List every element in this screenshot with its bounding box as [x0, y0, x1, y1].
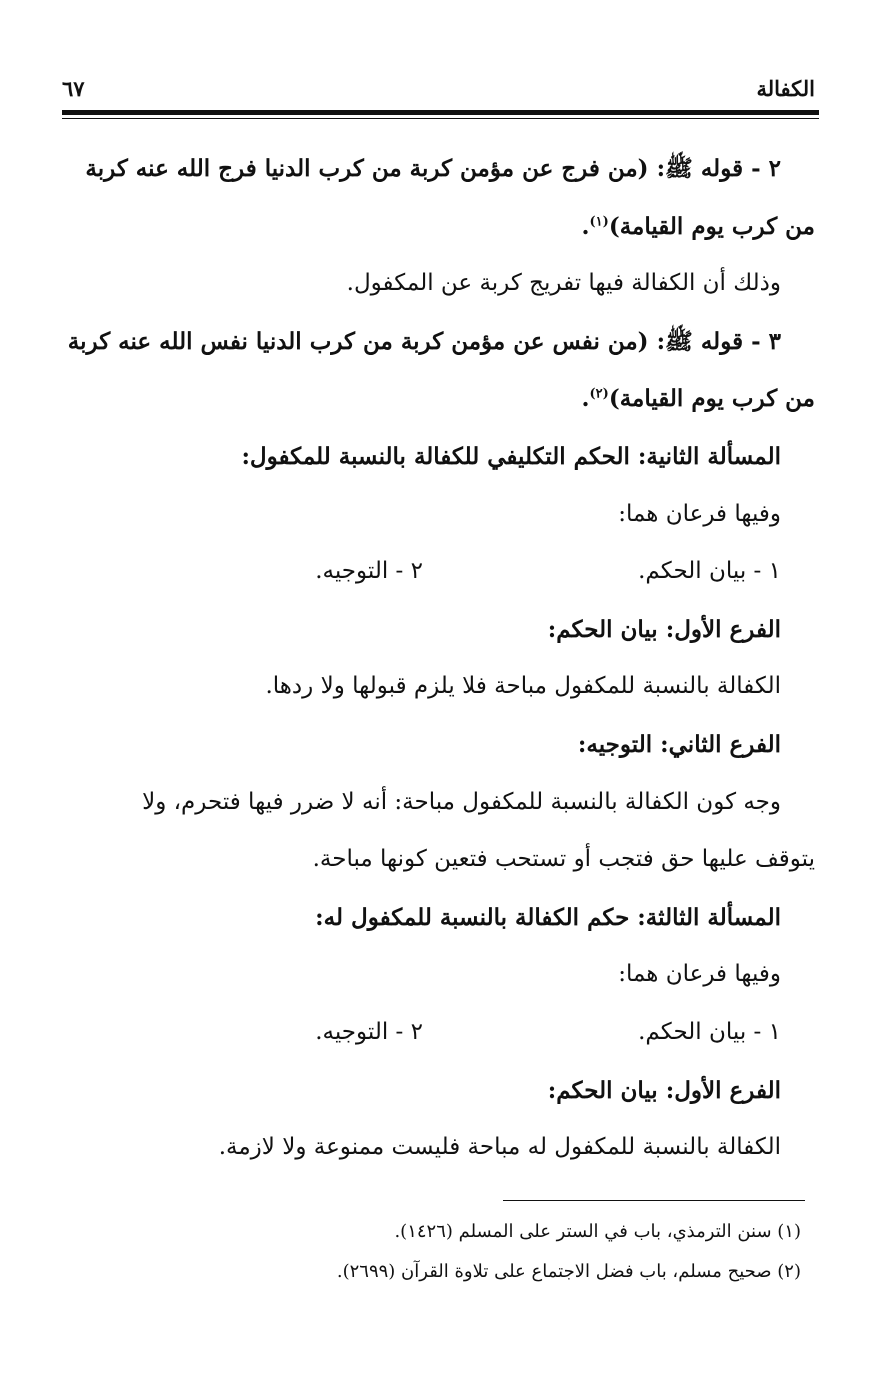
section-heading-q2: المسألة الثانية: الحكم التكليفي للكفالة بالنسبة للمكفول: [241, 442, 781, 470]
running-header [62, 74, 815, 110]
q3-branch-1-heading: الفرع الأول: بيان الحكم: [547, 1076, 781, 1104]
q2-branch-item-1: ١ - بيان الحكم. [638, 558, 781, 585]
q3-intro: وفيها فرعان هما: [618, 961, 781, 988]
footnote-ref-1[interactable]: (١) [589, 213, 609, 229]
hadith-2-line-1: ٣ - قوله ﷺ: (من نفس عن مؤمن كربة من كرب الدنيا نفس الله عنه كربة [67, 327, 781, 355]
q2-branch-2-line-2: يتوقف عليها حق فتجب أو تستحب فتعين كونها مباحة. [312, 846, 815, 873]
footnote-ref-2[interactable]: (٢) [589, 386, 609, 402]
hadith-2-end: من كرب يوم القيامة) [608, 385, 815, 413]
hadith-1-end: من كرب يوم القيامة) [608, 212, 815, 240]
q3-branch-item-1: ١ - بيان الحكم. [638, 1018, 781, 1045]
header-rule-thin [62, 118, 819, 119]
hadith-1-line-2: من كرب يوم القيامة)$^{(١)}$. [581, 212, 815, 240]
q2-branch-2-line-1: وجه كون الكفالة بالنسبة للمكفول مباحة: أنه لا ضرر فيها فتحرم، ولا [142, 788, 781, 815]
q2-branch-list [62, 543, 815, 601]
footnote-1: (١) سنن الترمذي، باب في الستر على المسلم (١٤٢٦). [394, 1221, 801, 1242]
hadith-2-line-2: من كرب يوم القيامة)$^{(٢)}$. [581, 385, 815, 413]
q3-branch-item-2: ٢ - التوجيه. [315, 1018, 423, 1045]
q3-branch-list [62, 1004, 815, 1062]
footnote-separator [503, 1200, 805, 1201]
q2-branch-item-2: ٢ - التوجيه. [315, 558, 423, 585]
hadith-1-line-1: ٢ - قوله ﷺ: (من فرج عن مؤمن كربة من كرب الدنيا فرج الله عنه كربة [85, 155, 781, 182]
page-body [62, 140, 815, 1177]
page-number: ٦٧ [62, 76, 85, 101]
footnote-2: (٢) صحيح مسلم، باب فضل الاجتماع على تلاوة القرآن (٢٦٩٩). [336, 1261, 801, 1282]
q2-branch-2-heading: الفرع الثاني: التوجيه: [577, 730, 781, 758]
paragraph-explanation: وذلك أن الكفالة فيها تفريج كربة عن المكفول. [346, 270, 781, 297]
section-heading-q3: المسألة الثالثة: حكم الكفالة بالنسبة للمكفول له: [315, 903, 781, 931]
q2-branch-1-text: الكفالة بالنسبة للمكفول مباحة فلا يلزم قبولها ولا ردها. [265, 673, 781, 700]
header-rule-thick [62, 110, 819, 115]
footnotes [62, 1212, 801, 1292]
q3-branch-1-text: الكفالة بالنسبة للمكفول له مباحة فليست ممنوعة ولا لازمة. [218, 1134, 781, 1161]
q2-branch-1-heading: الفرع الأول: بيان الحكم: [547, 615, 781, 643]
chapter-title: الكفالة [756, 76, 815, 101]
q2-intro: وفيها فرعان هما: [618, 500, 781, 527]
